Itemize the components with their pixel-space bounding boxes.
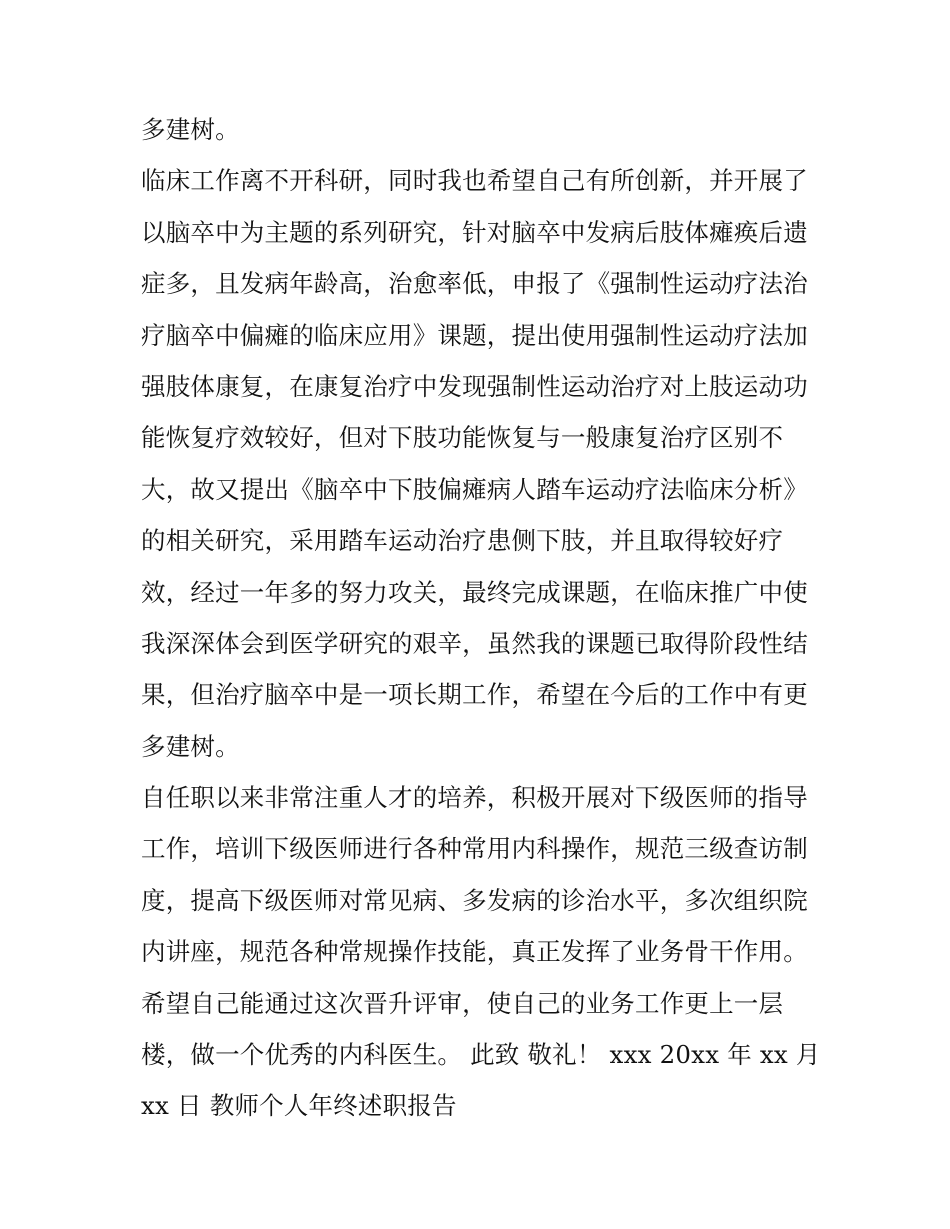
text-line: 自任职以来非常注重人才的培养，积极开展对下级医师的指导 <box>141 783 808 813</box>
text-line: 的相关研究，采用踏车运动治疗患侧下肢，并且取得较好疗 <box>141 526 784 556</box>
text-line: 强肢体康复，在康复治疗中发现强制性运动治疗对上肢运动功 <box>141 371 808 401</box>
text-line: 疗脑卒中偏瘫的临床应用》课题，提出使用强制性运动疗法加 <box>141 320 808 350</box>
text-line: 工作，培训下级医师进行各种常用内科操作，规范三级查访制 <box>141 834 808 864</box>
text-line: 能恢复疗效较好，但对下肢功能恢复与一般康复治疗区别不 <box>141 423 784 453</box>
text-line: 效，经过一年多的努力攻关，最终完成课题，在临床推广中使 <box>141 577 808 607</box>
text-line: 果，但治疗脑卒中是一项长期工作，希望在今后的工作中有更 <box>141 680 808 710</box>
text-line: xx 日 教师个人年终述职报告 <box>141 1091 457 1121</box>
text-line: 多建树。 <box>141 115 240 144</box>
text-line: 以脑卒中为主题的系列研究，针对脑卒中发病后肢体瘫痪后遗 <box>141 217 808 247</box>
text-line: 希望自己能通过这次晋升评审，使自己的业务工作更上一层 <box>141 988 784 1018</box>
text-line: 多建树。 <box>141 731 240 761</box>
document-body <box>141 104 821 1132</box>
text-line: 内讲座，规范各种常规操作技能，真正发挥了业务骨干作用。 <box>141 937 808 967</box>
text-line: 楼，做一个优秀的内科医生。 此致 敬礼！ xxx 20xx 年 xx 月 <box>141 1040 821 1070</box>
text-line: 大，故又提出《脑卒中下肢偏瘫病人踏车运动疗法临床分析》 <box>141 474 808 504</box>
text-line: 我深深体会到医学研究的艰辛，虽然我的课题已取得阶段性结 <box>141 628 808 658</box>
text-line: 度，提高下级医师对常见病、多发病的诊治水平，多次组织院 <box>141 885 808 915</box>
text-line: 症多，且发病年龄高，治愈率低，申报了《强制性运动疗法治 <box>141 269 808 299</box>
text-line: 临床工作离不开科研，同时我也希望自己有所创新，并开展了 <box>141 166 808 196</box>
